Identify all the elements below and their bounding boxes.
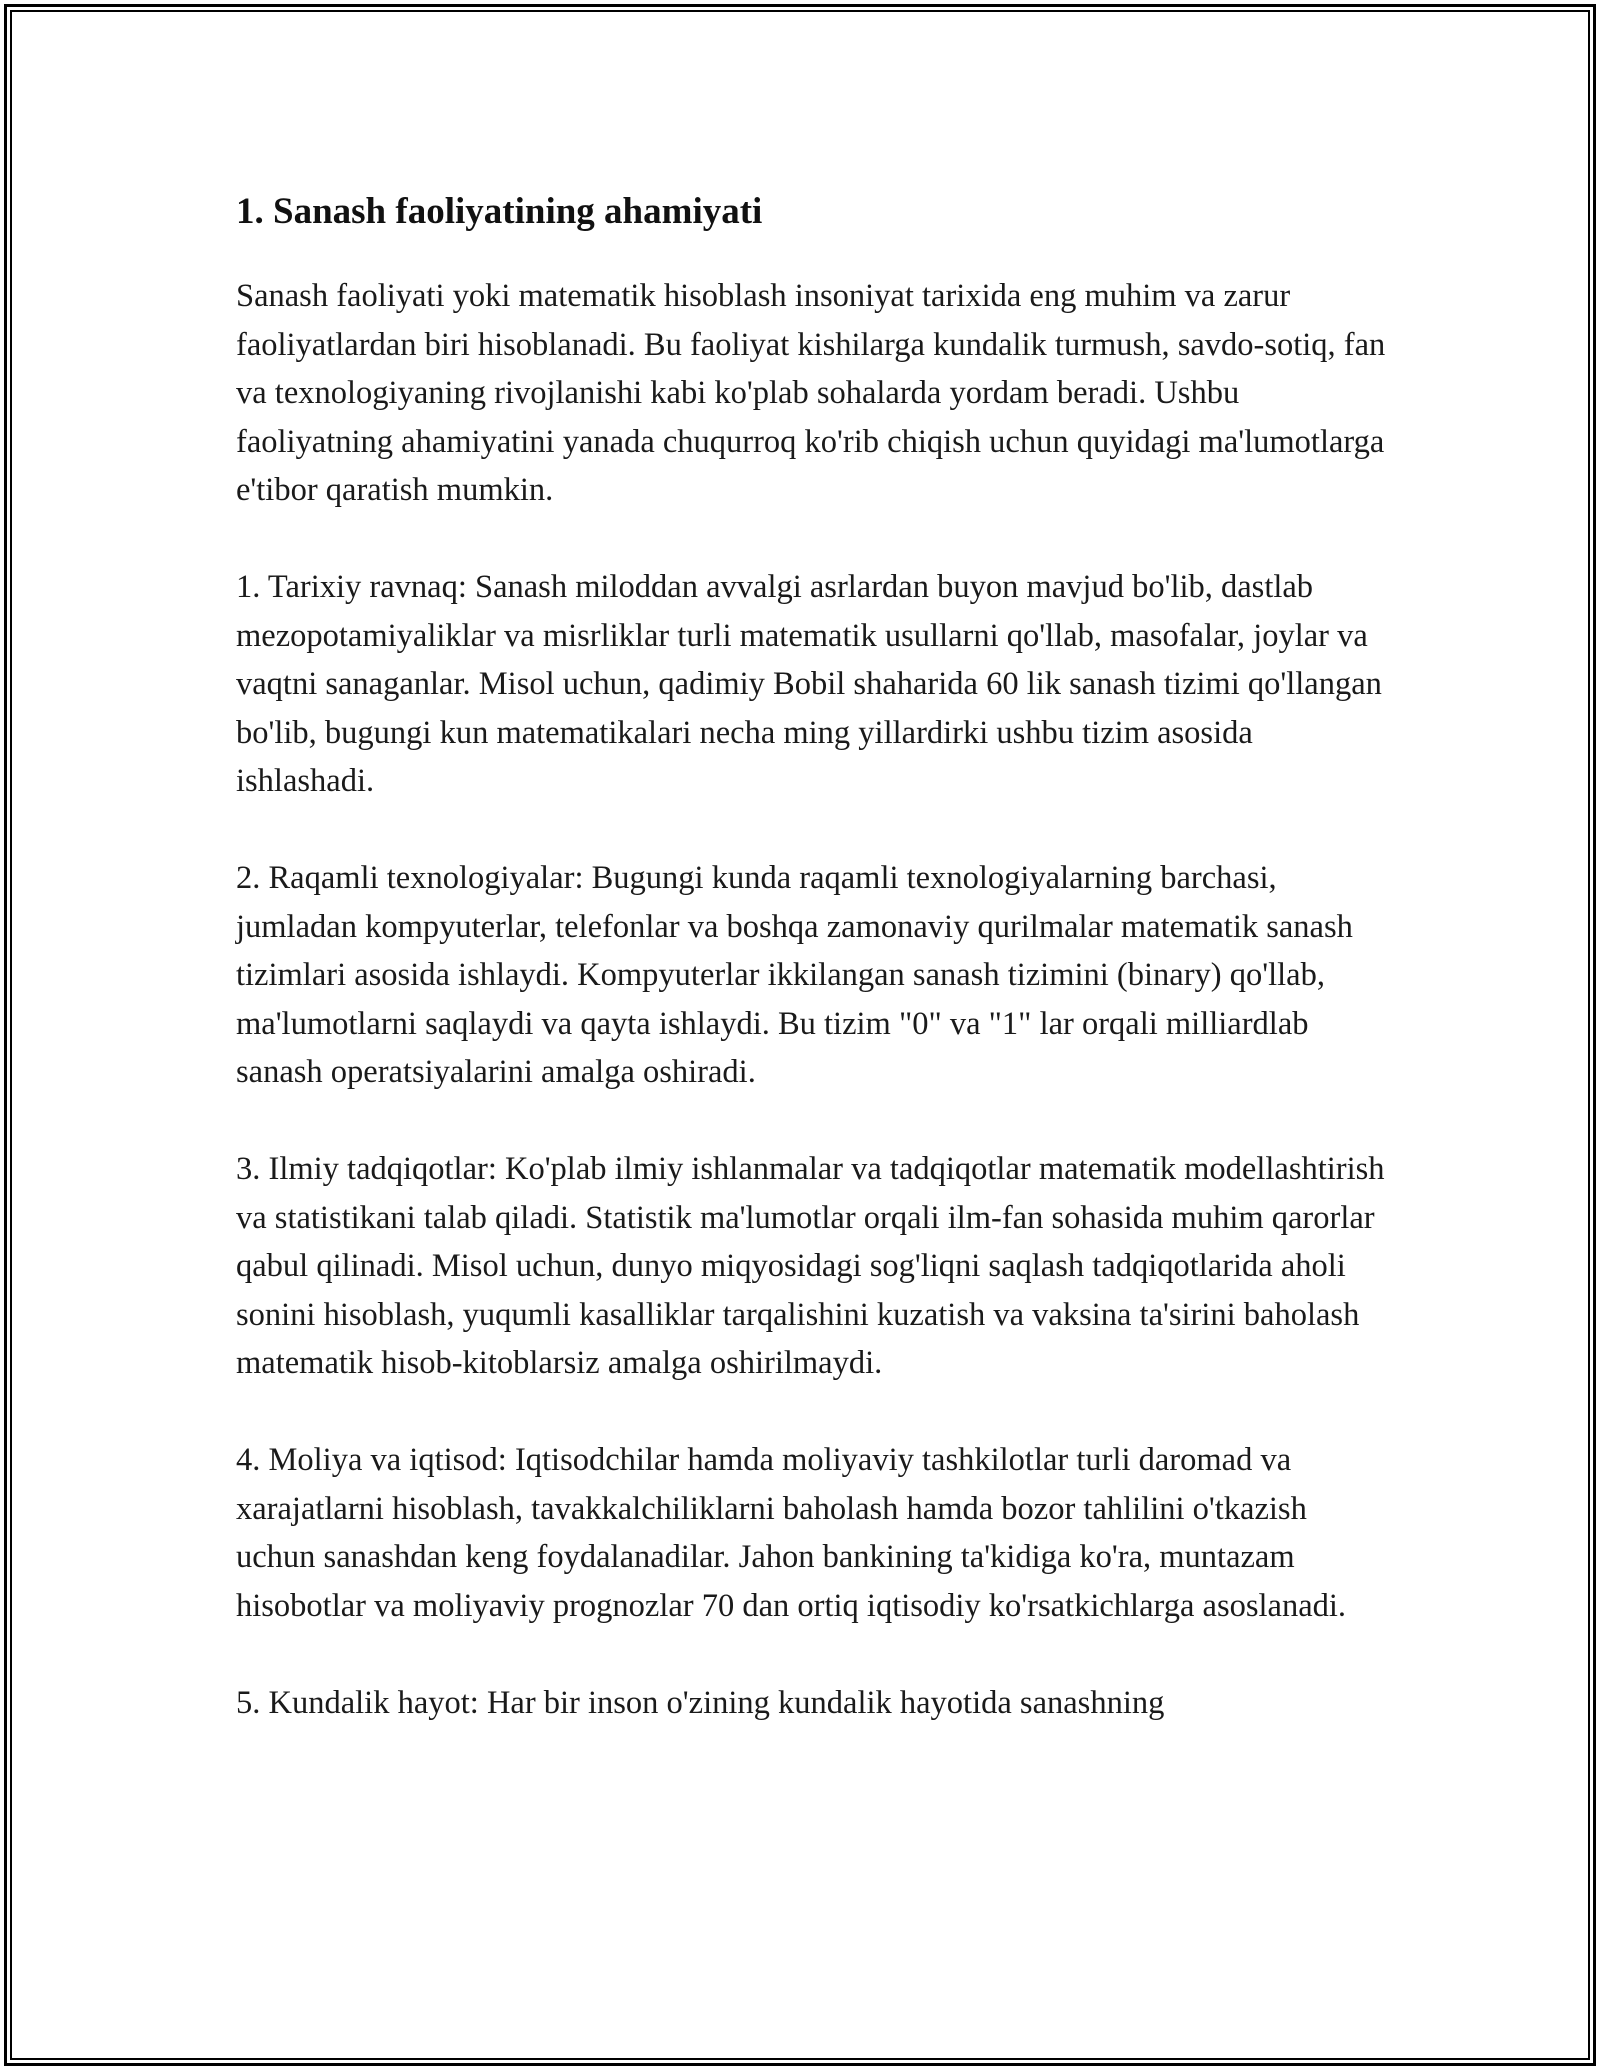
- list-item-digital-tech: 2. Raqamli texnologiyalar: Bugungi kunda raqamli texnologiyalarning barchasi, jumladan kompyuterlar, telefonlar va boshqa zamonaviy qurilmalar matematik sanash tizimlari asosida ishlaydi. Kompyuterlar ikkilangan sanash tizimini (binary) qo'llab, ma'lumotlarni saqlaydi va qayta ishlaydi. Bu tizim "0" va "1" lar orqali milliardlab sanash operatsiyalarini amalga oshiradi.: [236, 860, 1353, 1090]
- list-item-daily-life: 5. Kundalik hayot: Har bir inson o'zining kundalik hayotida sanashning: [236, 1684, 1165, 1721]
- list-item-research: 3. Ilmiy tadqiqotlar: Ko'plab ilmiy ishlanmalar va tadqiqotlar matematik modellashtirish va statistikani talab qiladi. Statistik ma'lumotlar orqali ilm-fan sohasida muhim qarorlar qabul qilinadi. Misol uchun, dunyo miqyosidagi sog'liqni saqlash tadqiqotlarida aholi sonini hisoblash, yuqumli kasalliklar tarqalishini kuzatish va vaksina ta'sirini baholash matematik hisob-kitoblarsiz amalga oshirilmaydi.: [236, 1151, 1385, 1381]
- document-page: [236, 188, 1386, 1776]
- section-heading: 1. Sanash faoliyatining ahamiyati: [236, 191, 763, 232]
- list-item-finance: 4. Moliya va iqtisod: Iqtisodchilar hamda moliyaviy tashkilotlar turli daromad va xarajatlarni hisoblash, tavakkalchiliklarni baholash hamda bozor tahlilini o'tkazish uchun sanashdan keng foydalanadilar. Jahon bankining ta'kidiga ko'ra, muntazam hisobotlar va moliyaviy prognozlar 70 dan ortiq iqtisodiy ko'rsatkichlarga asoslanadi.: [236, 1442, 1347, 1624]
- intro-paragraph: Sanash faoliyati yoki matematik hisoblash insoniyat tarixida eng muhim va zarur faoliyatlardan biri hisoblanadi. Bu faoliyat kishilarga kundalik turmush, savdo-sotiq, fan va texnologiyaning rivojlanishi kabi ko'plab sohalarda yordam beradi. Ushbu faoliyatning ahamiyatini yanada chuqurroq ko'rib chiqish uchun quyidagi ma'lumotlarga e'tibor qaratish mumkin.: [236, 278, 1386, 508]
- list-item-historical: 1. Tarixiy ravnaq: Sanash miloddan avvalgi asrlardan buyon mavjud bo'lib, dastlab mezopotamiyaliklar va misrliklar turli matematik usullarni qo'llab, masofalar, joylar va vaqtni sanaganlar. Misol uchun, qadimiy Bobil shaharida 60 lik sanash tizimi qo'llangan bo'lib, bugungi kun matematikalari necha ming yillardirki ushbu tizim asosida ishlashadi.: [236, 569, 1382, 799]
